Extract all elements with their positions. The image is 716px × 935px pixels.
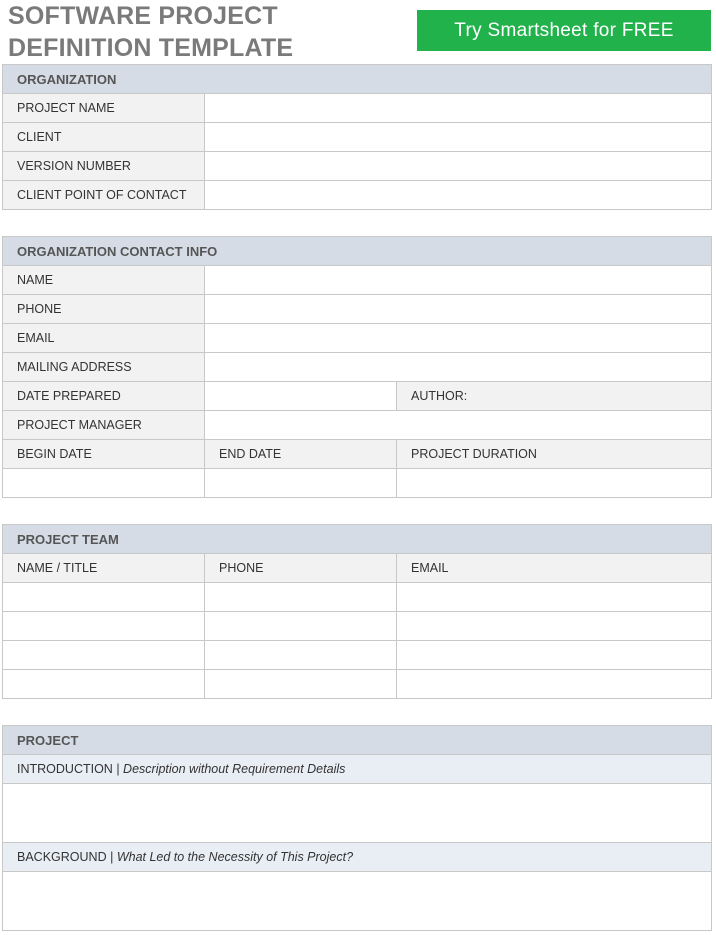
mailing-address-field[interactable] [205,353,712,382]
begin-date-field[interactable] [3,469,205,498]
team-email-cell[interactable] [397,641,712,670]
project-duration-label: PROJECT DURATION [397,440,712,469]
project-manager-label: PROJECT MANAGER [3,411,205,440]
date-prepared-field[interactable] [205,382,397,411]
table-row [3,612,712,641]
project-name-label: PROJECT NAME [3,94,205,123]
project-section [2,725,712,931]
version-number-label: VERSION NUMBER [3,152,205,181]
introduction-label [3,755,712,784]
team-email-cell[interactable] [397,670,712,699]
team-phone-cell[interactable] [205,641,397,670]
contact-phone-label: PHONE [3,295,205,324]
introduction-title: INTRODUCTION [17,762,113,776]
date-prepared-label: DATE PREPARED [3,382,205,411]
team-name-cell[interactable] [3,670,205,699]
author-field[interactable]: AUTHOR: [397,382,712,411]
background-title: BACKGROUND [17,850,107,864]
begin-date-label: BEGIN DATE [3,440,205,469]
contact-email-label: EMAIL [3,324,205,353]
team-phone-cell[interactable] [205,612,397,641]
contact-header: ORGANIZATION CONTACT INFO [3,237,712,266]
team-name-cell[interactable] [3,641,205,670]
title-line-2: DEFINITION TEMPLATE [8,34,294,62]
client-point-of-contact-field[interactable] [205,181,712,210]
project-name-field[interactable] [205,94,712,123]
mailing-address-label: MAILING ADDRESS [3,353,205,382]
end-date-field[interactable] [205,469,397,498]
background-hint: What Led to the Necessity of This Project? [116,850,354,864]
team-header: PROJECT TEAM [3,525,712,554]
project-manager-field[interactable] [205,411,712,440]
contact-phone-field[interactable] [205,295,712,324]
contact-name-field[interactable] [205,266,712,295]
background-field[interactable] [3,872,712,931]
client-field[interactable] [205,123,712,152]
organization-header: ORGANIZATION [3,65,712,94]
team-col-phone: PHONE [205,554,397,583]
background-separator: | [110,850,114,864]
background-label [3,843,712,872]
team-email-cell[interactable] [397,583,712,612]
contact-section [2,236,712,498]
document-title [8,0,293,64]
organization-section [2,64,712,210]
team-section [2,524,712,699]
introduction-hint: Description without Requirement Details [123,762,346,776]
team-name-cell[interactable] [3,612,205,641]
client-point-of-contact-label: CLIENT POINT OF CONTACT [3,181,205,210]
contact-email-field[interactable] [205,324,712,353]
table-row [3,670,712,699]
team-phone-cell[interactable] [205,583,397,612]
introduction-separator: | [116,762,120,776]
team-name-cell[interactable] [3,583,205,612]
end-date-label: END DATE [205,440,397,469]
title-line-1: SOFTWARE PROJECT [8,2,278,30]
client-label: CLIENT [3,123,205,152]
contact-name-label: NAME [3,266,205,295]
try-smartsheet-button[interactable]: Try Smartsheet for FREE [417,10,711,51]
project-header: PROJECT [3,726,712,755]
table-row [3,583,712,612]
introduction-field[interactable] [3,784,712,843]
team-email-cell[interactable] [397,612,712,641]
project-duration-field[interactable] [397,469,712,498]
table-row [3,641,712,670]
version-number-field[interactable] [205,152,712,181]
team-col-name-title: NAME / TITLE [3,554,205,583]
team-col-email: EMAIL [397,554,712,583]
team-phone-cell[interactable] [205,670,397,699]
